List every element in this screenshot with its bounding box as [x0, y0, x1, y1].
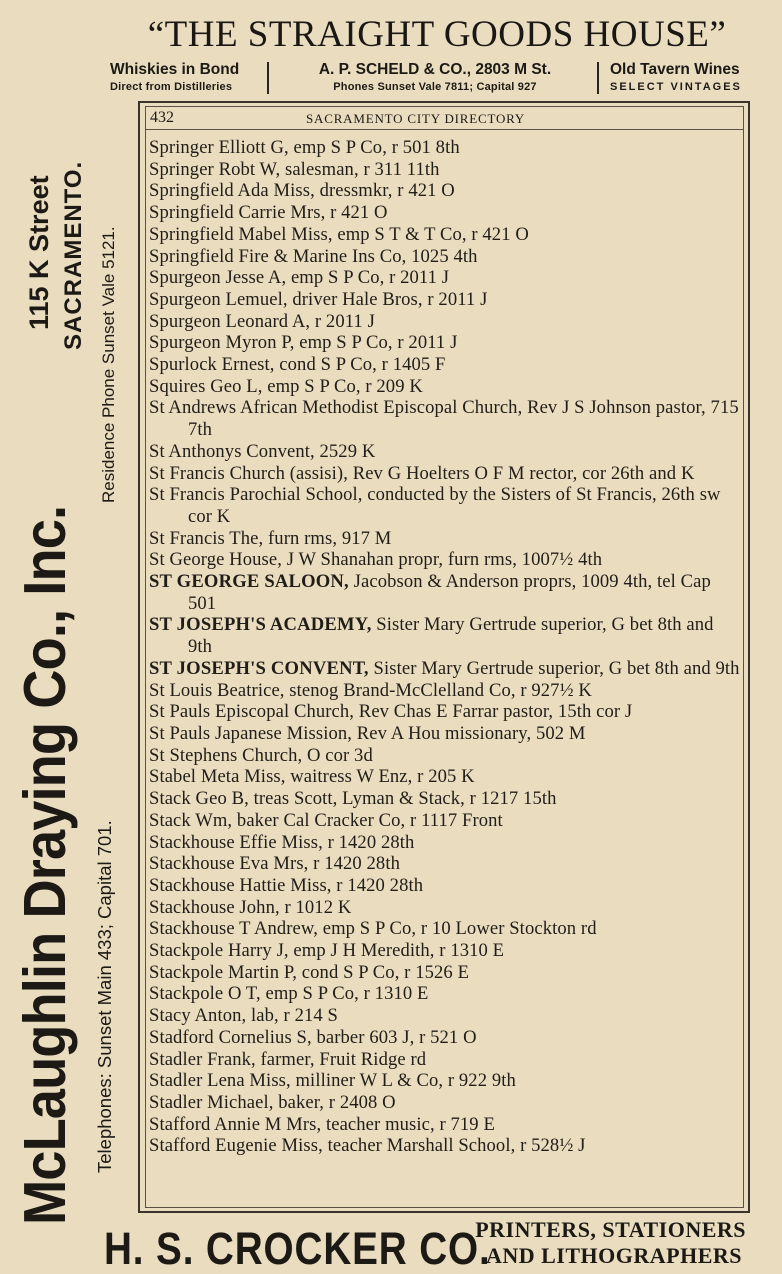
entry-details: stenog Brand-McClelland Co, r 927½ K — [284, 679, 592, 701]
directory-entry — [149, 788, 740, 810]
entry-details: farmer, Fruit Ridge rd — [255, 1048, 427, 1070]
header-ad-right-line1: Old Tavern Wines — [610, 61, 740, 78]
entry-name: St Pauls Episcopal Church, — [149, 701, 355, 723]
directory-entry — [149, 962, 740, 984]
directory-entry — [149, 832, 740, 854]
sidebar-ad-residence-phone: Residence Phone Sunset Vale 5121. — [99, 226, 118, 503]
entry-name: Stadler Michael, — [149, 1091, 274, 1113]
directory-entry — [149, 897, 740, 919]
entry-name: Stack Wm, — [149, 809, 233, 831]
footer-ad-line1: PRINTERS, STATIONERS — [475, 1217, 746, 1242]
entry-name: Stackhouse Hattie Miss, — [149, 874, 332, 896]
header-ad-right-line2: SELECT VINTAGES — [610, 81, 742, 93]
entry-details: r 1420 28th — [308, 853, 400, 875]
entry-name: Stackpole O T, — [149, 983, 261, 1005]
sidebar-ad-phones: Telephones: Sunset Main 433; Capital 701. — [94, 820, 115, 1173]
directory-entry — [149, 918, 740, 940]
page-header — [146, 107, 743, 130]
directory-entry — [149, 940, 740, 962]
directory-entry — [149, 853, 740, 875]
entry-details: milliner W L & Co, r 922 9th — [290, 1070, 516, 1092]
entry-name: Spurgeon Lemuel, — [149, 288, 288, 310]
directory-entry — [149, 549, 740, 571]
entry-name: St George House, — [149, 549, 282, 571]
entry-name: Springfield Fire & Marine Ins Co, — [149, 245, 407, 267]
entry-details: emp S P Co, r 501 8th — [288, 137, 460, 158]
page-number: 432 — [150, 109, 174, 126]
entry-name: Stackhouse John, — [149, 896, 280, 918]
entry-name: Stafford Eugenie Miss, — [149, 1135, 323, 1157]
entry-details: Rev A Hou missionary, 502 M — [352, 722, 586, 744]
directory-entry — [149, 159, 740, 181]
entry-details: dressmkr, r 421 O — [314, 180, 455, 202]
entry-name: St Francis Parochial School, — [149, 484, 363, 506]
directory-entry — [149, 354, 740, 376]
entry-name: Stackpole Harry J, — [149, 940, 289, 962]
entry-details: r 1420 28th — [331, 874, 424, 896]
directory-entry — [149, 224, 740, 246]
header-ad-right — [610, 60, 742, 94]
entry-name: Stackpole Martin P, — [149, 961, 298, 983]
directory-entry — [149, 376, 740, 398]
entry-details: J W Shanahan propr, furn rms, 1007½ 4th — [281, 549, 603, 571]
directory-entry — [149, 484, 740, 527]
directory-entry — [149, 810, 740, 832]
entry-name: Stadford Cornelius S, — [149, 1026, 312, 1048]
header-ad-title: “THE STRAIGHT GOODS HOUSE” — [147, 14, 727, 55]
footer-advertisement — [100, 1218, 760, 1274]
directory-entry — [149, 1005, 740, 1027]
entry-name: Stackhouse T Andrew, — [149, 918, 318, 940]
directory-entry — [149, 680, 740, 702]
entry-details: Sister Mary Gertrude superior, G bet 8th and 9th — [188, 614, 714, 658]
entry-details: cond S P Co, r 1405 F — [274, 354, 446, 376]
directory-entry — [149, 202, 740, 224]
directory-entry — [149, 571, 740, 614]
header-divider — [267, 62, 269, 94]
entry-details: Rev G Hoelters O F M rector, cor 26th and K — [347, 462, 695, 484]
directory-entry — [149, 137, 740, 159]
entry-name: Springer Robt W, — [149, 158, 281, 180]
sidebar-advertisement — [0, 95, 138, 1225]
entry-details: baker Cal Cracker Co, r 1117 Front — [232, 809, 503, 831]
entry-details: emp S P Co, r 1310 E — [260, 983, 429, 1005]
directory-entry — [149, 983, 740, 1005]
entry-details: treas Scott, Lyman & Stack, r 1217 15th — [248, 788, 557, 810]
directory-entry — [149, 701, 740, 723]
sidebar-ad-company: McLaughlin Draying Co., Inc. — [12, 505, 78, 1226]
entry-details: 1025 4th — [406, 245, 478, 267]
directory-entry — [149, 1114, 740, 1136]
entry-name: St Francis The, — [149, 527, 264, 549]
header-ad-details — [100, 60, 765, 96]
directory-entry — [149, 397, 740, 440]
entry-name: Springer Elliott G, — [149, 137, 289, 158]
entry-name: Spurgeon Leonard A, — [149, 310, 311, 332]
entry-details: r 2011 J — [310, 310, 375, 332]
entry-name: Stack Geo B, — [149, 788, 249, 810]
entry-details: 2529 K — [314, 440, 376, 462]
entry-name: Springfield Mabel Miss, — [149, 223, 333, 245]
header-ad-left — [110, 60, 239, 94]
directory-entry — [149, 289, 740, 311]
sidebar-ad-street: 115 K Street — [24, 175, 54, 330]
directory-entry — [149, 441, 740, 463]
entry-details: teacher music, r 719 E — [321, 1113, 495, 1135]
directory-entry — [149, 658, 740, 680]
entry-name: Stadler Lena Miss, — [149, 1070, 291, 1092]
directory-entry — [149, 1092, 740, 1114]
entry-details: driver Hale Bros, r 2011 J — [287, 288, 488, 310]
entry-details: Jacobson & Anderson proprs, 1009 4th, tel Cap 501 — [188, 571, 711, 614]
entry-details: emp J H Meredith, r 1310 E — [288, 940, 505, 962]
header-ad-center-line1: A. P. SCHELD & CO., 2803 M St. — [318, 61, 552, 78]
entry-name: Spurgeon Myron P, — [149, 332, 295, 354]
entry-details: emp S P Co, r 2011 J — [286, 267, 450, 289]
directory-entry — [149, 745, 740, 767]
entry-details: cond S P Co, r 1526 E — [297, 961, 470, 983]
directory-entry — [149, 875, 740, 897]
entry-details: teacher Marshall School, r 528½ J — [322, 1135, 586, 1157]
directory-entry — [149, 311, 740, 333]
sidebar-ad-city: SACRAMENTO. — [60, 160, 87, 350]
entry-name: Squires Geo L, — [149, 375, 263, 397]
entry-details: r 421 O — [325, 202, 388, 224]
entry-details: baker, r 2408 O — [273, 1091, 396, 1113]
entry-details: waitress W Enz, r 205 K — [285, 766, 475, 788]
header-ad-center — [280, 60, 590, 94]
directory-entries — [149, 137, 740, 1157]
directory-entry — [149, 766, 740, 788]
entry-name: Stabel Meta Miss, — [149, 766, 286, 788]
directory-entry — [149, 246, 740, 268]
entry-details: lab, r 214 S — [246, 1005, 338, 1027]
directory-entry — [149, 723, 740, 745]
entry-details: emp S P Co, r 10 Lower Stockton rd — [317, 918, 597, 940]
entry-name: ST JOSEPH'S CONVENT, — [149, 657, 369, 679]
entry-details: r 1012 K — [279, 896, 352, 918]
entry-name: Stafford Annie M Mrs, — [149, 1113, 322, 1135]
directory-entry — [149, 180, 740, 202]
header-ad-left-line2: Direct from Distilleries — [110, 81, 233, 93]
entry-name: St Andrews African Methodist Episcopal Church, — [149, 397, 523, 419]
footer-ad-company: H. S. CROCKER CO. — [104, 1223, 491, 1274]
entry-name: Stackhouse Effie Miss, — [149, 831, 323, 853]
directory-entry — [149, 1135, 740, 1157]
entry-name: St Anthonys Convent, — [149, 440, 315, 462]
directory-entry — [149, 528, 740, 550]
entry-details: Rev J S Johnson pastor, 715 7th — [188, 397, 739, 441]
directory-entry — [149, 463, 740, 485]
directory-entry — [149, 1049, 740, 1071]
directory-entry — [149, 267, 740, 289]
directory-title: SACRAMENTO CITY DIRECTORY — [306, 111, 526, 126]
entry-name: St Pauls Japanese Mission, — [149, 722, 353, 744]
entry-name: Springfield Carrie Mrs, — [149, 202, 326, 224]
directory-entry — [149, 614, 740, 657]
directory-entry — [149, 1027, 740, 1049]
entry-details: salesman, r 311 11th — [280, 158, 440, 180]
header-ad-left-line1: Whiskies in Bond — [110, 61, 240, 78]
entry-details: O cor 3d — [302, 744, 373, 766]
entry-name: ST GEORGE SALOON, — [149, 571, 349, 593]
entry-name: Stackhouse Eva Mrs, — [149, 853, 309, 875]
entry-name: St Francis Church (assisi), — [149, 462, 348, 484]
directory-frame — [138, 101, 750, 1213]
footer-ad-line2: AND LITHOGRAPHERS — [485, 1243, 742, 1268]
entry-details: emp S P Co, r 2011 J — [294, 332, 458, 354]
directory-entry — [149, 332, 740, 354]
directory-entry — [149, 1070, 740, 1092]
entry-details: furn rms, 917 M — [263, 527, 392, 549]
entry-name: Spurlock Ernest, — [149, 354, 275, 376]
entry-details: conducted by the Sisters of St Francis, 26th sw cor K — [188, 484, 721, 527]
entry-name: St Stephens Church, — [149, 744, 303, 766]
entry-name: Stacy Anton, — [149, 1005, 247, 1027]
entry-name: Stadler Frank, — [149, 1048, 256, 1070]
entry-name: ST JOSEPH'S ACADEMY, — [149, 614, 372, 636]
entry-name: Spurgeon Jesse A, — [149, 267, 287, 289]
entry-details: Rev Chas E Farrar pastor, 15th cor J — [354, 701, 633, 723]
entry-name: St Louis Beatrice, — [149, 679, 285, 701]
header-divider — [597, 62, 599, 94]
entry-details: Sister Mary Gertrude superior, G bet 8th and 9th — [368, 657, 740, 679]
entry-details: emp S T & T Co, r 421 O — [332, 223, 529, 245]
entry-name: Springfield Ada Miss, — [149, 180, 315, 202]
entry-details: r 1420 28th — [322, 831, 415, 853]
entry-details: barber 603 J, r 521 O — [311, 1026, 477, 1048]
directory-inner-frame — [145, 106, 744, 1208]
header-ad-center-line2: Phones Sunset Vale 7811; Capital 927 — [333, 81, 537, 93]
entry-details: emp S P Co, r 209 K — [262, 375, 423, 397]
